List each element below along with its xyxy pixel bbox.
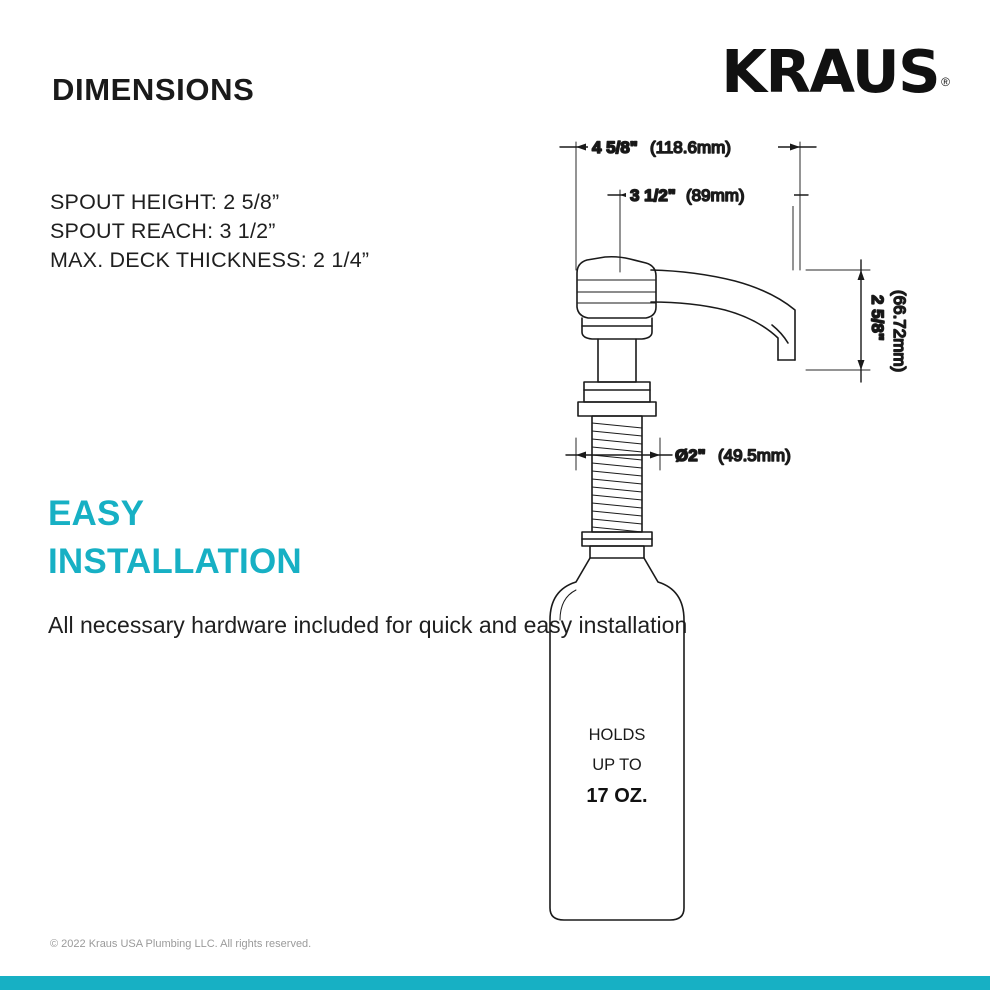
dimension-drawing [520,120,980,940]
dim-spout-reach-metric: (89mm) [686,186,745,205]
brand-name: KRAUS [721,37,940,106]
dim-overall-width-imperial: 4 5/8" [592,138,638,157]
bottle-text-line3: 17 OZ. [586,785,648,807]
brand-logo [721,37,950,106]
dim-overall-width-metric: (118.6mm) [650,138,731,157]
registered-trademark-icon: ® [941,74,950,89]
easy-installation-heading-line1: EASY [48,494,145,533]
dim-hole-diameter-metric: (49.5mm) [718,446,791,465]
specs-list [50,188,369,275]
easy-installation-heading [48,490,302,586]
bottle-text-line2: UP TO [592,756,642,774]
easy-installation-body: All necessary hardware included for quick and easy installation [48,612,688,638]
spec-spout-reach: SPOUT REACH: 3 1/2” [50,219,276,243]
dim-spout-height-metric: (66.72mm) [890,290,909,373]
copyright-notice: © 2022 Kraus USA Plumbing LLC. All rights reserved. [50,938,312,950]
bottle-capacity-callout [586,726,647,807]
dim-spout-reach-imperial: 3 1/2" [630,186,676,205]
dim-spout-height-imperial: 2 5/8" [868,295,887,341]
bottle-text-line1: HOLDS [588,726,646,744]
spec-deck-thickness: MAX. DECK THICKNESS: 2 1/4” [50,248,370,272]
dim-hole-diameter-imperial: Ø2" [675,446,706,465]
page-title: DIMENSIONS [52,72,255,107]
spec-spout-height: SPOUT HEIGHT: 2 5/8” [50,190,280,214]
accent-bar [0,976,990,990]
easy-installation-heading-line2: INSTALLATION [48,542,302,581]
